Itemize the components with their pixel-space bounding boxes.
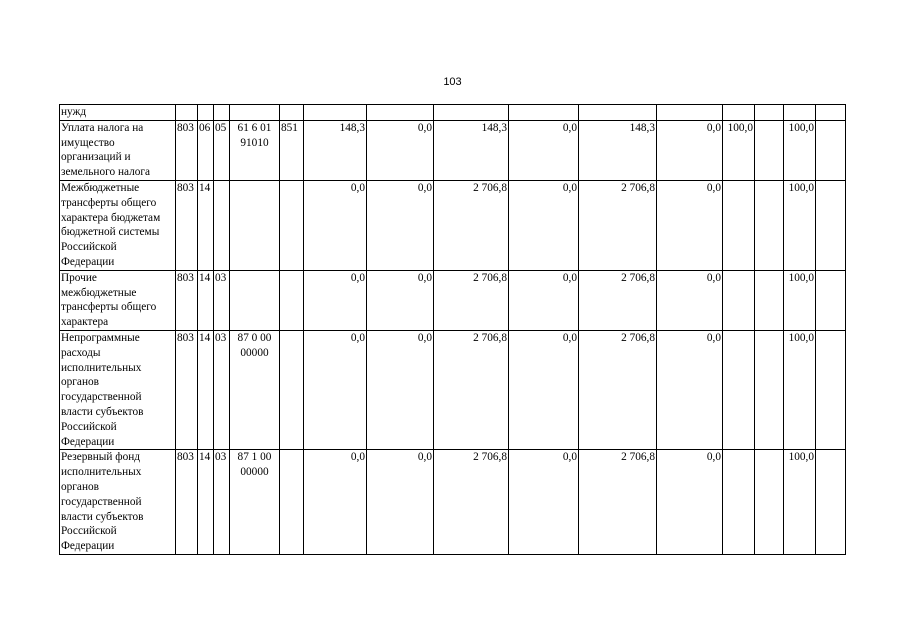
value-cell: 0,0 bbox=[657, 120, 723, 180]
table-row bbox=[60, 330, 846, 449]
value-cell: 0,0 bbox=[367, 270, 434, 330]
section-code-cell: 14 bbox=[198, 330, 214, 449]
value-cell: 0,0 bbox=[509, 450, 579, 555]
subsection-code-cell: 03 bbox=[214, 270, 230, 330]
value-cell: 2 706,8 bbox=[579, 180, 657, 270]
subsection-code-cell: 05 bbox=[214, 120, 230, 180]
target-article-cell: 87 1 00 00000 bbox=[230, 450, 280, 555]
percent-cell bbox=[723, 450, 755, 555]
value-cell: 148,3 bbox=[434, 120, 509, 180]
page-number: 103 bbox=[443, 76, 462, 88]
percent-cell bbox=[723, 270, 755, 330]
value-cell: 2 706,8 bbox=[434, 330, 509, 449]
percent-cell bbox=[755, 180, 784, 270]
percent-cell bbox=[755, 450, 784, 555]
expense-type-cell bbox=[280, 180, 304, 270]
ministry-code-cell: 803 bbox=[176, 450, 198, 555]
value-cell: 2 706,8 bbox=[434, 180, 509, 270]
value-cell bbox=[434, 105, 509, 121]
expense-name-cell: Резервный фонд исполнительных органов государственной власти субъектов Российской Федерации bbox=[60, 450, 176, 555]
section-code-cell: 14 bbox=[198, 270, 214, 330]
expense-name-cell: Уплата налога на имущество организаций и земельного налога bbox=[60, 120, 176, 180]
value-cell: 148,3 bbox=[304, 120, 367, 180]
value-cell: 0,0 bbox=[509, 270, 579, 330]
value-cell: 2 706,8 bbox=[434, 270, 509, 330]
value-cell: 2 706,8 bbox=[579, 330, 657, 449]
percent-cell bbox=[755, 120, 784, 180]
value-cell bbox=[304, 105, 367, 121]
value-cell bbox=[367, 105, 434, 121]
subsection-code-cell bbox=[214, 105, 230, 121]
value-cell: 0,0 bbox=[304, 270, 367, 330]
value-cell: 0,0 bbox=[304, 330, 367, 449]
percent-cell: 100,0 bbox=[784, 330, 816, 449]
ministry-code-cell: 803 bbox=[176, 180, 198, 270]
expense-name-cell: Межбюджетные трансферты общего характера бюджетам бюджетной системы Российской Федерации bbox=[60, 180, 176, 270]
value-cell: 2 706,8 bbox=[579, 270, 657, 330]
percent-cell: 100,0 bbox=[784, 270, 816, 330]
ministry-code-cell: 803 bbox=[176, 120, 198, 180]
target-article-cell bbox=[230, 180, 280, 270]
percent-cell bbox=[816, 330, 846, 449]
value-cell: 0,0 bbox=[367, 180, 434, 270]
expense-type-cell bbox=[280, 270, 304, 330]
target-article-cell bbox=[230, 105, 280, 121]
table-row bbox=[60, 450, 846, 555]
section-code-cell bbox=[198, 105, 214, 121]
section-code-cell: 06 bbox=[198, 120, 214, 180]
value-cell: 2 706,8 bbox=[434, 450, 509, 555]
percent-cell: 100,0 bbox=[723, 120, 755, 180]
ministry-code-cell bbox=[176, 105, 198, 121]
subsection-code-cell: 03 bbox=[214, 330, 230, 449]
percent-cell bbox=[723, 180, 755, 270]
table-row bbox=[60, 120, 846, 180]
percent-cell: 100,0 bbox=[784, 180, 816, 270]
value-cell: 0,0 bbox=[304, 450, 367, 555]
ministry-code-cell: 803 bbox=[176, 330, 198, 449]
percent-cell bbox=[816, 120, 846, 180]
value-cell: 0,0 bbox=[657, 330, 723, 449]
percent-cell bbox=[723, 330, 755, 449]
table-row bbox=[60, 105, 846, 121]
subsection-code-cell bbox=[214, 180, 230, 270]
value-cell: 148,3 bbox=[579, 120, 657, 180]
expense-type-cell bbox=[280, 330, 304, 449]
percent-cell bbox=[755, 330, 784, 449]
value-cell bbox=[657, 105, 723, 121]
percent-cell bbox=[816, 105, 846, 121]
value-cell: 0,0 bbox=[509, 330, 579, 449]
expense-type-cell: 851 bbox=[280, 120, 304, 180]
value-cell: 0,0 bbox=[367, 120, 434, 180]
section-code-cell: 14 bbox=[198, 450, 214, 555]
ministry-code-cell: 803 bbox=[176, 270, 198, 330]
percent-cell bbox=[755, 270, 784, 330]
budget-table bbox=[59, 104, 846, 555]
expense-name-cell: Непрограммные расходы исполнительных органов государственной власти субъектов Российской Федерации bbox=[60, 330, 176, 449]
percent-cell bbox=[784, 105, 816, 121]
subsection-code-cell: 03 bbox=[214, 450, 230, 555]
percent-cell bbox=[816, 270, 846, 330]
section-code-cell: 14 bbox=[198, 180, 214, 270]
expense-type-cell bbox=[280, 450, 304, 555]
value-cell: 0,0 bbox=[509, 180, 579, 270]
percent-cell bbox=[723, 105, 755, 121]
value-cell: 0,0 bbox=[367, 450, 434, 555]
percent-cell bbox=[816, 450, 846, 555]
percent-cell: 100,0 bbox=[784, 120, 816, 180]
table-row bbox=[60, 270, 846, 330]
percent-cell bbox=[816, 180, 846, 270]
value-cell: 0,0 bbox=[509, 120, 579, 180]
target-article-cell: 87 0 00 00000 bbox=[230, 330, 280, 449]
value-cell bbox=[509, 105, 579, 121]
percent-cell bbox=[755, 105, 784, 121]
value-cell: 0,0 bbox=[367, 330, 434, 449]
value-cell: 2 706,8 bbox=[579, 450, 657, 555]
value-cell: 0,0 bbox=[657, 450, 723, 555]
table-row bbox=[60, 180, 846, 270]
percent-cell: 100,0 bbox=[784, 450, 816, 555]
value-cell: 0,0 bbox=[657, 180, 723, 270]
value-cell: 0,0 bbox=[304, 180, 367, 270]
expense-name-cell: Прочие межбюджетные трансферты общего характера bbox=[60, 270, 176, 330]
expense-name-cell: нужд bbox=[60, 105, 176, 121]
value-cell bbox=[579, 105, 657, 121]
value-cell: 0,0 bbox=[657, 270, 723, 330]
expense-type-cell bbox=[280, 105, 304, 121]
target-article-cell bbox=[230, 270, 280, 330]
target-article-cell: 61 6 01 91010 bbox=[230, 120, 280, 180]
